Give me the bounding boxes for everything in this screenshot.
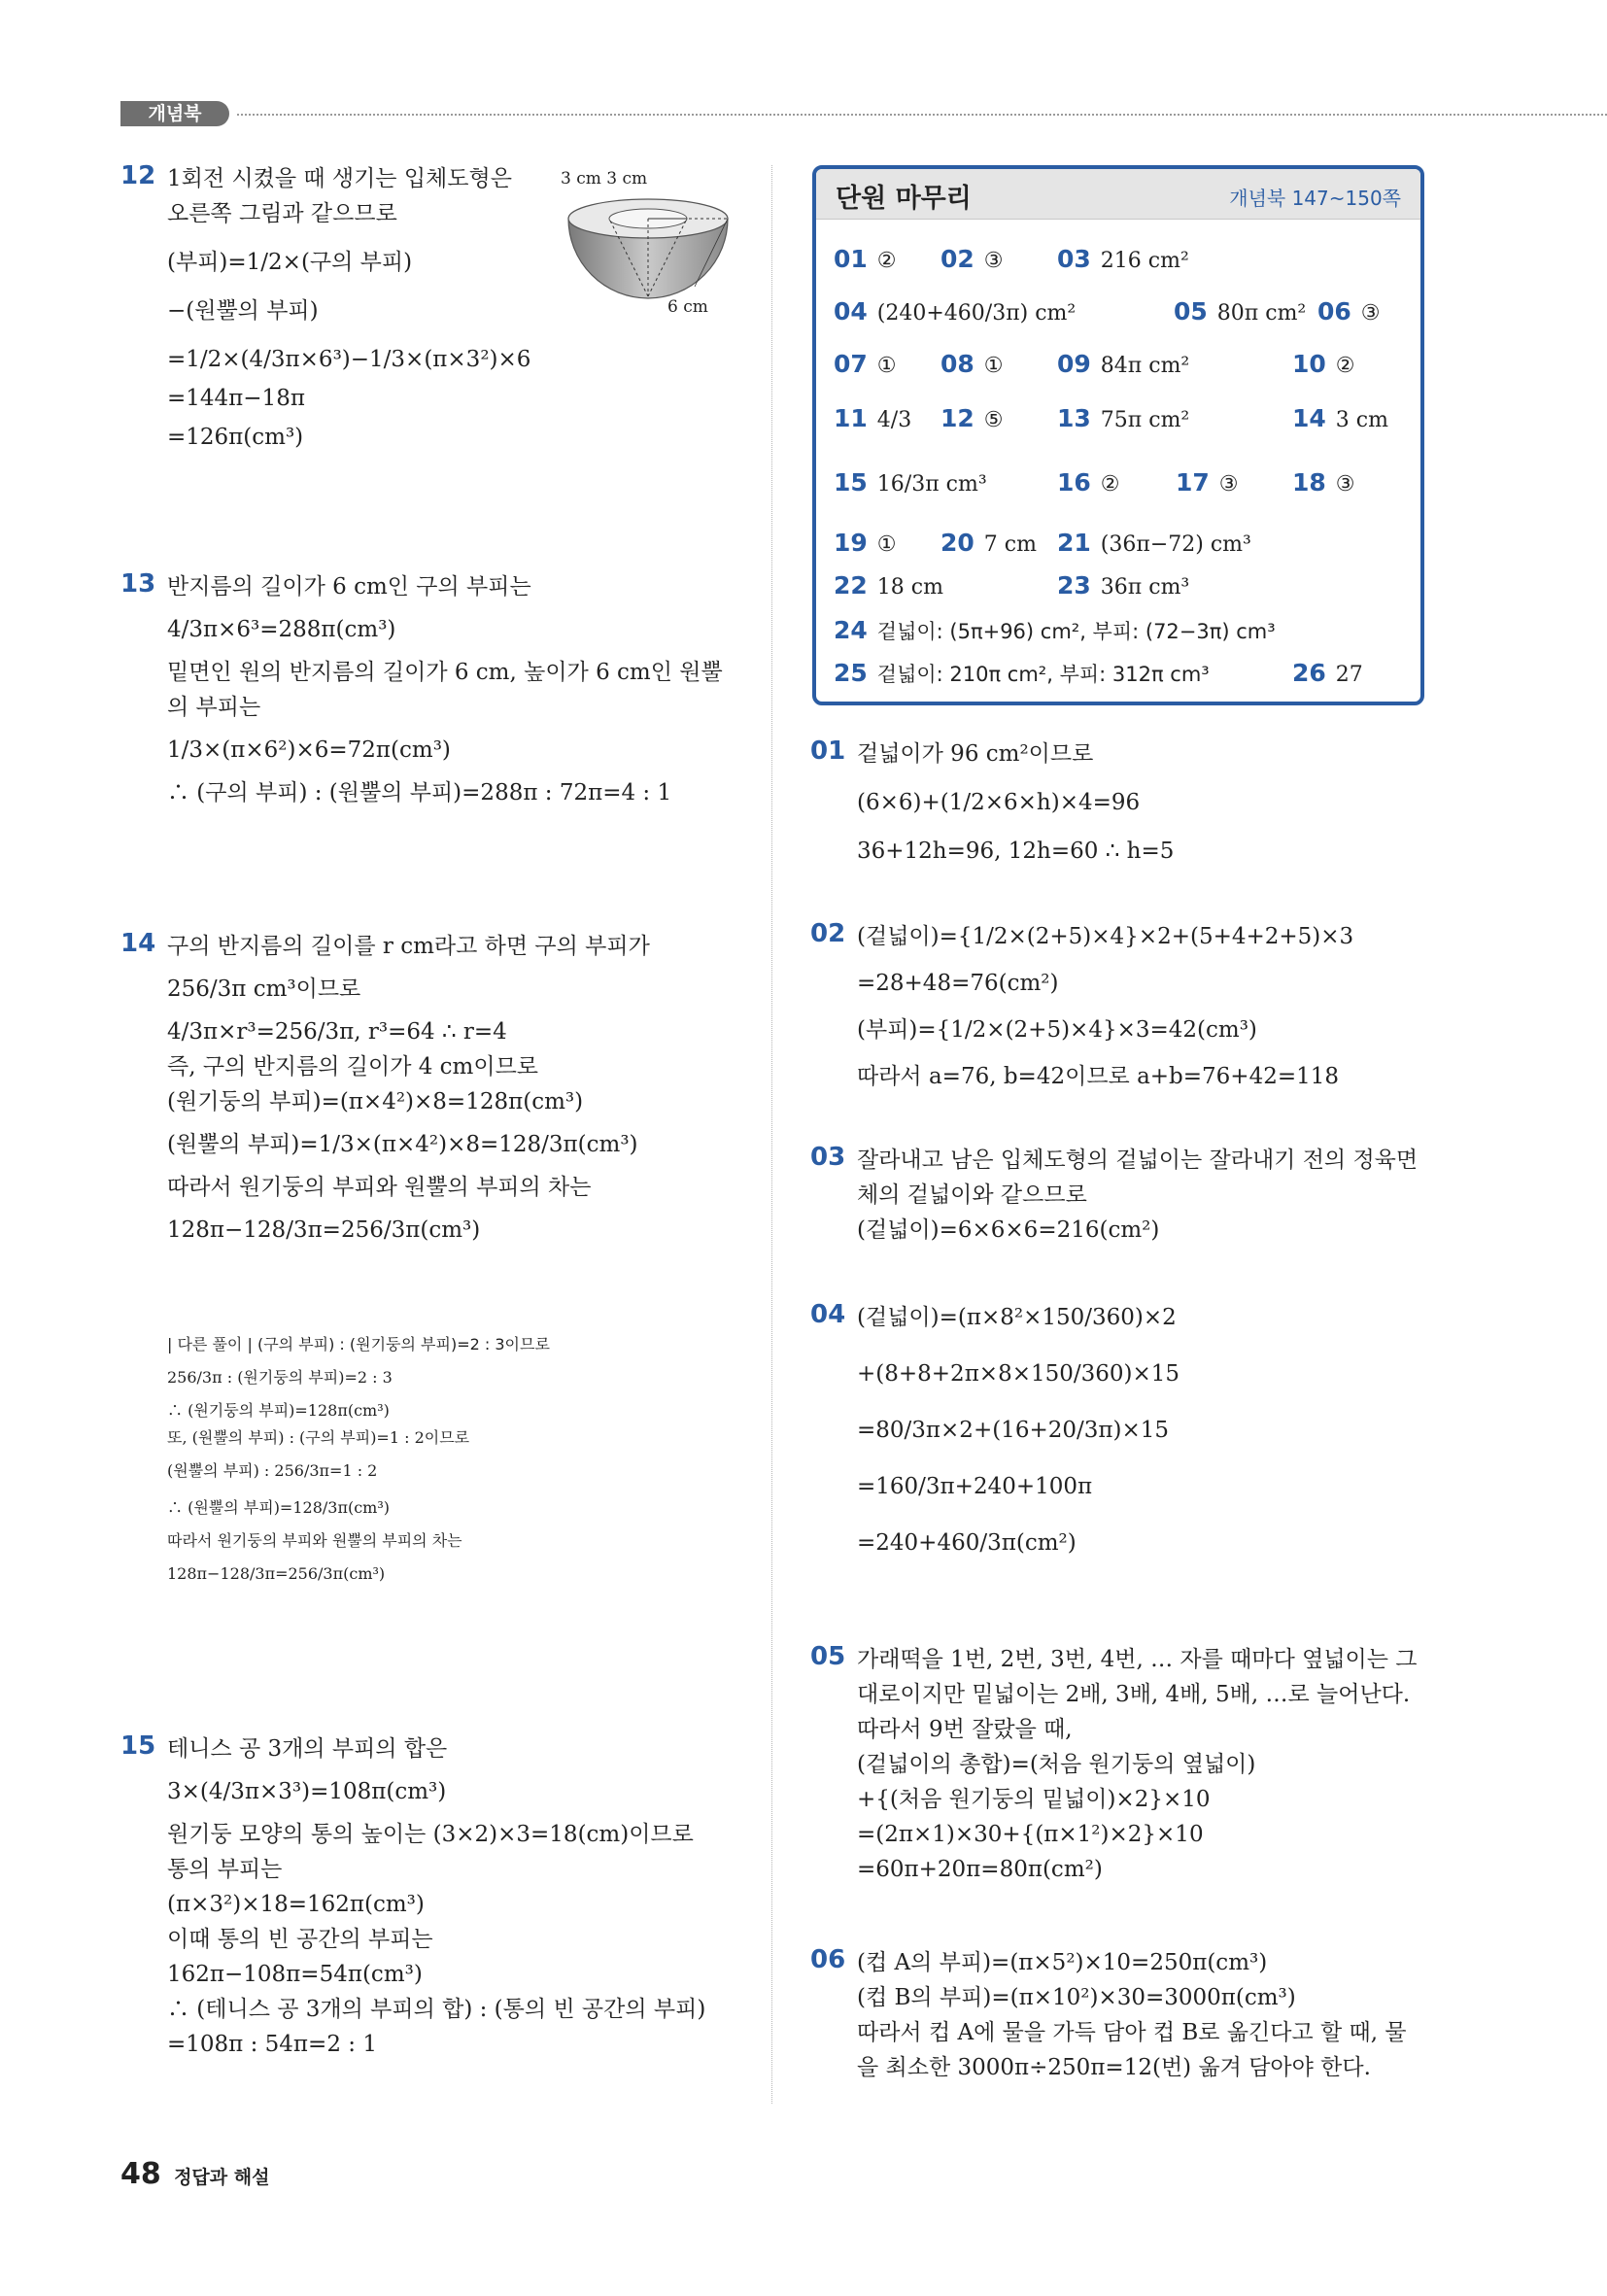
solution-line: =80/3π×2+(16+20/3π)×15 <box>857 1418 1170 1443</box>
solution-line: 테니스 공 3개의 부피의 합은 <box>167 1736 448 1762</box>
hemisphere-drawing <box>549 165 748 311</box>
alternate-solution <box>167 1331 550 1588</box>
solution-line: =28+48=76(cm²) <box>857 971 1059 996</box>
solution-line: 반지름의 길이가 6 cm인 구의 부피는 <box>167 574 531 600</box>
unit-summary-box <box>812 165 1424 705</box>
solution-line: (원기둥의 부피)=(π×4²)×8=128π(cm³) <box>167 1089 584 1114</box>
answer-item: 15 16/3π cm³ <box>834 468 987 497</box>
alt-line: | 다른 풀이 | (구의 부피) : (원기둥의 부피)=2 : 3이므로 <box>167 1335 550 1354</box>
solution-line: 통의 부피는 <box>167 1857 283 1882</box>
solution-line: ∴ (구의 부피) : (원뿔의 부피)=288π : 72π=4 : 1 <box>167 780 672 805</box>
solution-line: (겉넓이의 총합)=(처음 원기둥의 옆넓이) <box>857 1752 1256 1777</box>
solution-line: ∴ (테니스 공 3개의 부피의 합) : (통의 빈 공간의 부피) <box>167 1997 706 2022</box>
alt-line: ∴ (원기둥의 부피)=128π(cm³) <box>167 1401 390 1420</box>
answer-item: 21 (36π−72) cm³ <box>1057 529 1251 557</box>
answer-item: 25 겉넓이: 210π cm², 부피: 312π cm³ <box>834 659 1210 687</box>
solution-line: 따라서 9번 잘랐을 때, <box>857 1717 1073 1742</box>
solution-line: (부피)={1/2×(2+5)×4}×3=42(cm³) <box>857 1017 1257 1043</box>
answer-item: 11 4/3 <box>834 404 912 432</box>
answer-item: 16 ② <box>1057 468 1120 497</box>
solution-line: 4/3π×6³=288π(cm³) <box>167 617 396 642</box>
solution-04 <box>810 1300 1180 1560</box>
problem-number: 03 <box>810 1143 846 1172</box>
solution-line: (π×3²)×18=162π(cm³) <box>167 1892 425 1917</box>
header-divider <box>237 114 1607 116</box>
answer-item: 09 84π cm² <box>1057 350 1190 378</box>
answer-item: 07 ① <box>834 350 897 378</box>
solution-line: 잘라내고 남은 입체도형의 겉넓이는 잘라내기 전의 정육면 <box>857 1148 1419 1173</box>
answer-item: 13 75π cm² <box>1057 404 1190 432</box>
solution-01 <box>810 737 1175 869</box>
answer-item: 03 216 cm² <box>1057 245 1189 273</box>
answer-item: 10 ② <box>1292 350 1355 378</box>
solution-line: (겉넓이)=6×6×6=216(cm²) <box>857 1217 1160 1243</box>
solution-line: =60π+20π=80π(cm²) <box>857 1857 1103 1882</box>
problem-number: 14 <box>120 929 156 958</box>
alt-line: (원뿔의 부피) : 256/3π=1 : 2 <box>167 1461 378 1480</box>
solution-line: +(8+8+2π×8×150/360)×15 <box>857 1361 1180 1387</box>
alt-line: ∴ (원뿔의 부피)=128/3π(cm³) <box>167 1498 390 1517</box>
solution-line: 4/3π×r³=256/3π, r³=64 ∴ r=4 <box>167 1019 507 1045</box>
problem-number: 02 <box>810 919 846 948</box>
problem-number: 12 <box>120 161 156 190</box>
solution-line: 1회전 시켰을 때 생기는 입체도형은 <box>167 166 512 191</box>
answer-item: 26 27 <box>1292 659 1363 687</box>
figure-label-side: 6 cm <box>667 297 708 317</box>
solution-line: +{(처음 원기둥의 밑넓이)×2}×10 <box>857 1787 1211 1812</box>
figure-label-top: 3 cm 3 cm <box>561 169 648 188</box>
answer-item: 17 ③ <box>1176 468 1239 497</box>
solution-05 <box>810 1642 1418 1887</box>
page-header <box>120 101 1607 126</box>
solution-line: =144π−18π <box>167 386 305 411</box>
solution-line: 밑면인 원의 반지름의 길이가 6 cm, 높이가 6 cm인 원뿔 <box>167 660 723 685</box>
solution-line: (컵 B의 부피)=(π×10²)×30=3000π(cm³) <box>857 1985 1296 2010</box>
solution-line: (겉넓이)=(π×8²×150/360)×2 <box>857 1305 1177 1330</box>
solution-line: 겉넓이가 96 cm²이므로 <box>857 741 1094 767</box>
alt-line: 128π−128/3π=256/3π(cm³) <box>167 1564 386 1583</box>
solution-line: =108π : 54π=2 : 1 <box>167 2032 377 2057</box>
solution-line: =126π(cm³) <box>167 425 304 450</box>
page-footer <box>120 2157 269 2191</box>
solution-line: 162π−108π=54π(cm³) <box>167 1962 423 1987</box>
solution-line: 36+12h=96, 12h=60 ∴ h=5 <box>857 839 1175 864</box>
solution-03 <box>810 1143 1419 1248</box>
solution-line: (원뿔의 부피)=1/3×(π×4²)×8=128/3π(cm³) <box>167 1132 638 1157</box>
summary-page-ref: 개념북 147~150쪽 <box>1229 187 1401 210</box>
alt-line: 256/3π : (원기둥의 부피)=2 : 3 <box>167 1368 393 1387</box>
problem-15 <box>120 1731 706 2062</box>
solution-line: 따라서 a=76, b=42이므로 a+b=76+42=118 <box>857 1064 1340 1089</box>
solution-line: 128π−128/3π=256/3π(cm³) <box>167 1217 481 1243</box>
footer-label: 정답과 해설 <box>174 2167 270 2188</box>
problem-14 <box>120 929 650 1248</box>
solution-line: 대로이지만 밑넓이는 2배, 3배, 4배, 5배, …로 늘어난다. <box>857 1682 1411 1707</box>
answer-item: 06 ③ <box>1317 297 1381 326</box>
answer-item: 14 3 cm <box>1292 404 1388 432</box>
solution-line: =160/3π+240+100π <box>857 1474 1093 1499</box>
problem-number: 04 <box>810 1300 846 1329</box>
solution-line: 256/3π cm³이므로 <box>167 977 361 1002</box>
solution-line: =(2π×1)×30+{(π×1²)×2}×10 <box>857 1822 1204 1847</box>
answer-item: 23 36π cm³ <box>1057 571 1190 600</box>
solution-line: =240+460/3π(cm²) <box>857 1530 1077 1556</box>
answer-item: 01 ② <box>834 245 897 273</box>
solution-line: 구의 반지름의 길이를 r cm라고 하면 구의 부피가 <box>167 934 650 959</box>
solution-line: 따라서 컵 A에 물을 가득 담아 컵 B로 옮긴다고 할 때, 물 <box>857 2020 1407 2045</box>
problem-number: 01 <box>810 737 846 766</box>
answer-item: 19 ① <box>834 529 897 557</box>
column-divider <box>771 165 772 2104</box>
answer-item: 24 겉넓이: (5π+96) cm², 부피: (72−3π) cm³ <box>834 616 1276 644</box>
summary-header <box>816 169 1420 220</box>
solution-line: (겉넓이)={1/2×(2+5)×4}×2+(5+4+2+5)×3 <box>857 924 1354 949</box>
problem-number: 15 <box>120 1731 156 1761</box>
solution-line: (컵 A의 부피)=(π×5²)×10=250π(cm³) <box>857 1950 1268 1975</box>
solution-line: 1/3×(π×6²)×6=72π(cm³) <box>167 737 451 763</box>
answer-item: 20 7 cm <box>940 529 1037 557</box>
solution-line: 오른쪽 그림과 같으므로 <box>167 201 397 226</box>
solution-line: (6×6)+(1/2×6×h)×4=96 <box>857 790 1141 815</box>
solution-line: 체의 겉넓이와 같으므로 <box>857 1182 1087 1208</box>
solution-line: 가래떡을 1번, 2번, 3번, 4번, … 자를 때마다 옆넓이는 그 <box>857 1647 1418 1672</box>
summary-title: 단원 마무리 <box>836 184 972 214</box>
problem-number: 13 <box>120 569 156 599</box>
problem-13 <box>120 569 723 810</box>
answer-item: 12 ⑤ <box>940 404 1004 432</box>
page-number: 48 <box>120 2157 161 2191</box>
answer-item: 04 (240+460/3π) cm² <box>834 297 1077 326</box>
solution-line: 3×(4/3π×3³)=108π(cm³) <box>167 1779 447 1804</box>
solution-line: (부피)=1/2×(구의 부피) <box>167 250 413 275</box>
answer-item: 18 ③ <box>1292 468 1355 497</box>
problem-number: 05 <box>810 1642 846 1671</box>
section-tab: 개념북 <box>120 101 229 126</box>
alt-line: 또, (원뿔의 부피) : (구의 부피)=1 : 2이므로 <box>167 1428 470 1447</box>
solution-line: 즉, 구의 반지름의 길이가 4 cm이므로 <box>167 1054 539 1079</box>
solution-line: 원기둥 모양의 통의 높이는 (3×2)×3=18(cm)이므로 <box>167 1822 694 1847</box>
solution-line: 이때 통의 빈 공간의 부피는 <box>167 1927 433 1952</box>
answer-item: 08 ① <box>940 350 1004 378</box>
solution-06 <box>810 1945 1407 2085</box>
solution-02 <box>810 919 1354 1094</box>
problem-number: 06 <box>810 1945 846 1974</box>
alt-line: 따라서 원기둥의 부피와 원뿔의 부피의 차는 <box>167 1531 462 1550</box>
solution-line: 을 최소한 3000π÷250π=12(번) 옮겨 담아야 한다. <box>857 2055 1371 2080</box>
solution-line: 의 부피는 <box>167 695 261 720</box>
hemisphere-figure <box>549 165 748 317</box>
solution-line: −(원뿔의 부피) <box>167 298 319 324</box>
answer-item: 02 ③ <box>940 245 1004 273</box>
solution-line: =1/2×(4/3π×6³)−1/3×(π×3²)×6 <box>167 347 531 372</box>
solution-line: 따라서 원기둥의 부피와 원뿔의 부피의 차는 <box>167 1175 592 1200</box>
answer-item: 22 18 cm <box>834 571 943 600</box>
problem-12 <box>120 161 531 455</box>
answer-item: 05 80π cm² <box>1174 297 1307 326</box>
